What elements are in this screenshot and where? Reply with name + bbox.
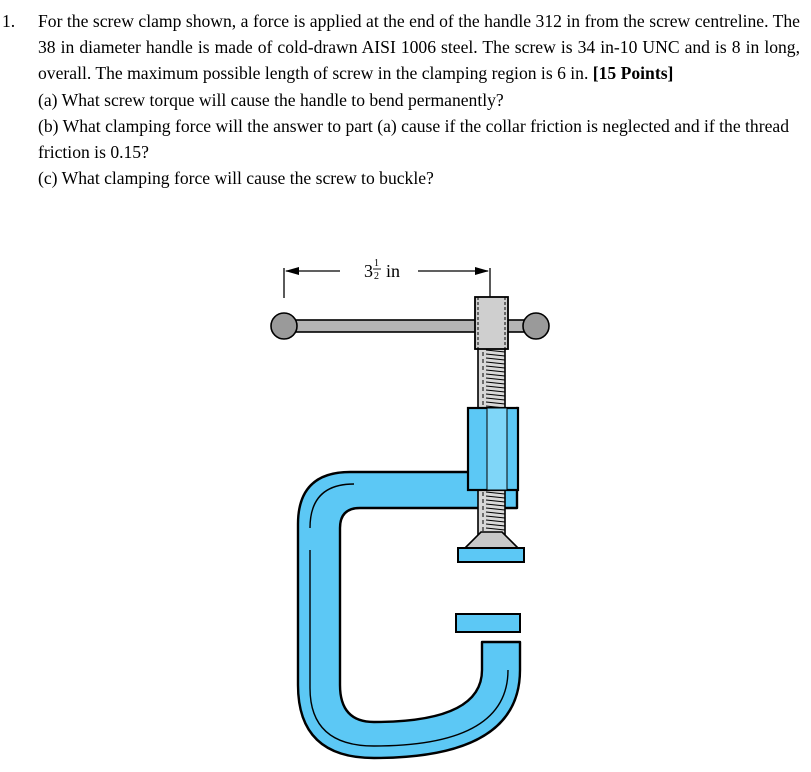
problem-points: [15 Points] [592,63,674,84]
part-a: (a) What screw torque will cause the handle to bend permanently? [38,89,504,110]
screw-clamp-figure [262,250,562,765]
lower-jaw-pad [456,614,520,632]
dimension-unit: in [386,261,401,281]
swivel-pad [465,532,518,548]
part-c: (c) What clamping force will cause the screw to buckle? [38,168,434,189]
screw-head [475,297,508,349]
problem-1 [0,8,800,191]
handle-knob-right [523,313,549,339]
problem-statement [38,8,800,87]
problem-number: 1. [2,11,16,31]
problem-statement-row [0,8,800,87]
dimension-numerator: 1 [374,258,379,269]
part-b: (b) What clamping force will the answer to part (a) cause if the collar friction is neglected and if the thread friction is 0.15? [38,115,790,163]
problem-statement-text: For the screw clamp shown, a force is applied at the end of the handle 312 in from the screw centreline. The 38 in diameter handle is made of cold-drawn AISI 1006 steel. The screw is 34 in-10 UNC and is 8 in long, overall. The maximum possible length of screw in the clamping region is 6 in. [38,11,800,84]
dimension-label [364,258,400,282]
handle-knob-left [271,313,297,339]
dimension-whole: 3 [364,261,373,281]
dimension-denominator: 2 [374,271,379,282]
